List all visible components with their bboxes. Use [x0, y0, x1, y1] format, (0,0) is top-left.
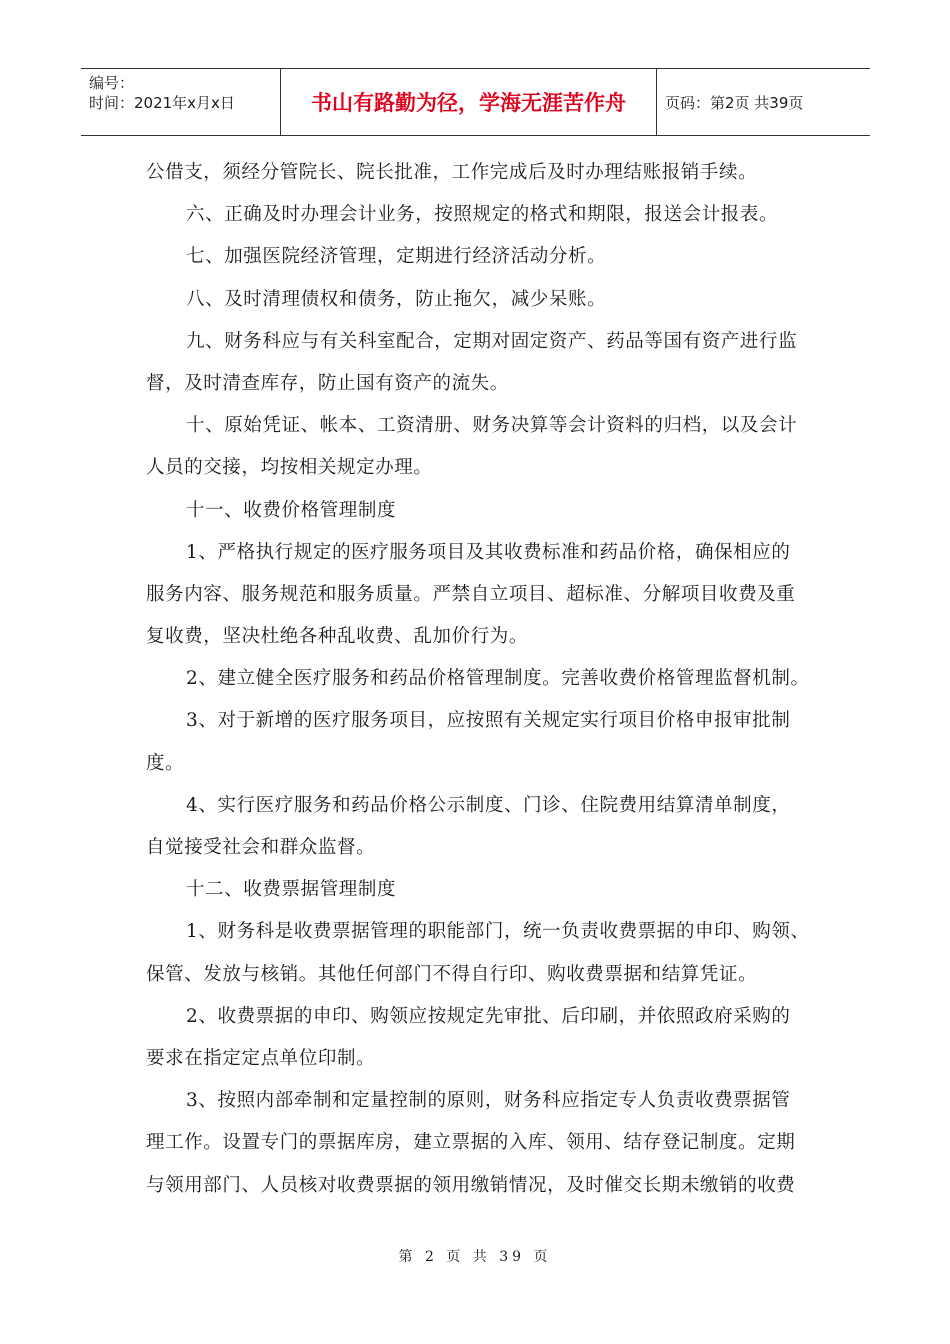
body-line: 2、建立健全医疗服务和药品价格管理制度。完善收费价格管理监督机制。 [186, 668, 810, 690]
body-line: 督，及时清查库存，防止国有资产的流失。 [146, 372, 509, 394]
header-page-info: 页码：第2页 共39页 [665, 93, 804, 112]
page-header [81, 68, 870, 136]
body-line: 十一、收费价格管理制度 [186, 499, 397, 521]
body-line: 1、严格执行规定的医疗服务项目及其收费标准和药品价格，确保相应的 [186, 541, 791, 563]
header-meta [81, 69, 281, 135]
body-line: 理工作。设置专门的票据库房，建立票据的入库、领用、结存登记制度。定期 [146, 1132, 796, 1154]
body-line: 2、收费票据的申印、购领应按规定先审批、后印刷，并依照政府采购的 [186, 1005, 791, 1027]
document-time-label: 时间：2021年x月x日 [89, 94, 235, 112]
body-line: 自觉接受社会和群众监督。 [146, 837, 376, 858]
document-number-label: 编号： [89, 74, 135, 92]
body-line: 1、财务科是收费票据管理的职能部门，统一负责收费票据的申印、购领、 [186, 921, 810, 943]
body-line: 3、按照内部牵制和定量控制的原则，财务科应指定专人负责收费票据管 [186, 1090, 791, 1112]
body-line: 与领用部门、人员核对收费票据的领用缴销情况，及时催交长期未缴销的收费 [146, 1174, 796, 1196]
page-footer: 第 2 页 共 39 页 [398, 1249, 552, 1265]
body-line: 复收费，坚决杜绝各种乱收费、乱加价行为。 [146, 626, 529, 648]
body-line: 十、原始凭证、帐本、工资清册、财务决算等会计资料的归档，以及会计 [186, 415, 798, 437]
body-line: 九、财务科应与有关科室配合，定期对固定资产、药品等国有资产进行监 [186, 330, 798, 352]
header-motto: 书山有路勤为径，学海无涯苦作舟 [281, 69, 657, 135]
body-line: 十二、收费票据管理制度 [186, 879, 397, 901]
body-line: 度。 [146, 752, 185, 774]
body-line: 六、正确及时办理会计业务，按照规定的格式和期限，报送会计报表。 [186, 204, 779, 226]
document-body [146, 152, 826, 1207]
body-line: 人员的交接，均按相关规定办理。 [146, 457, 433, 479]
body-line: 公借支，须经分管院长、院长批准，工作完成后及时办理结账报销手续。 [146, 162, 758, 183]
body-line: 服务内容、服务规范和服务质量。严禁自立项目、超标准、分解项目收费及重 [146, 583, 796, 605]
body-line: 保管、发放与核销。其他任何部门不得自行印、购收费票据和结算凭证。 [146, 963, 758, 985]
body-line: 要求在指定定点单位印制。 [146, 1047, 376, 1069]
body-line: 八、及时清理债权和债务，防止拖欠，减少呆账。 [186, 288, 607, 310]
body-line: 4、实行医疗服务和药品价格公示制度、门诊、住院费用结算清单制度， [186, 794, 791, 816]
body-line: 七、加强医院经济管理，定期进行经济活动分析。 [186, 246, 607, 268]
body-line: 3、对于新增的医疗服务项目，应按照有关规定实行项目价格申报审批制 [186, 710, 791, 732]
